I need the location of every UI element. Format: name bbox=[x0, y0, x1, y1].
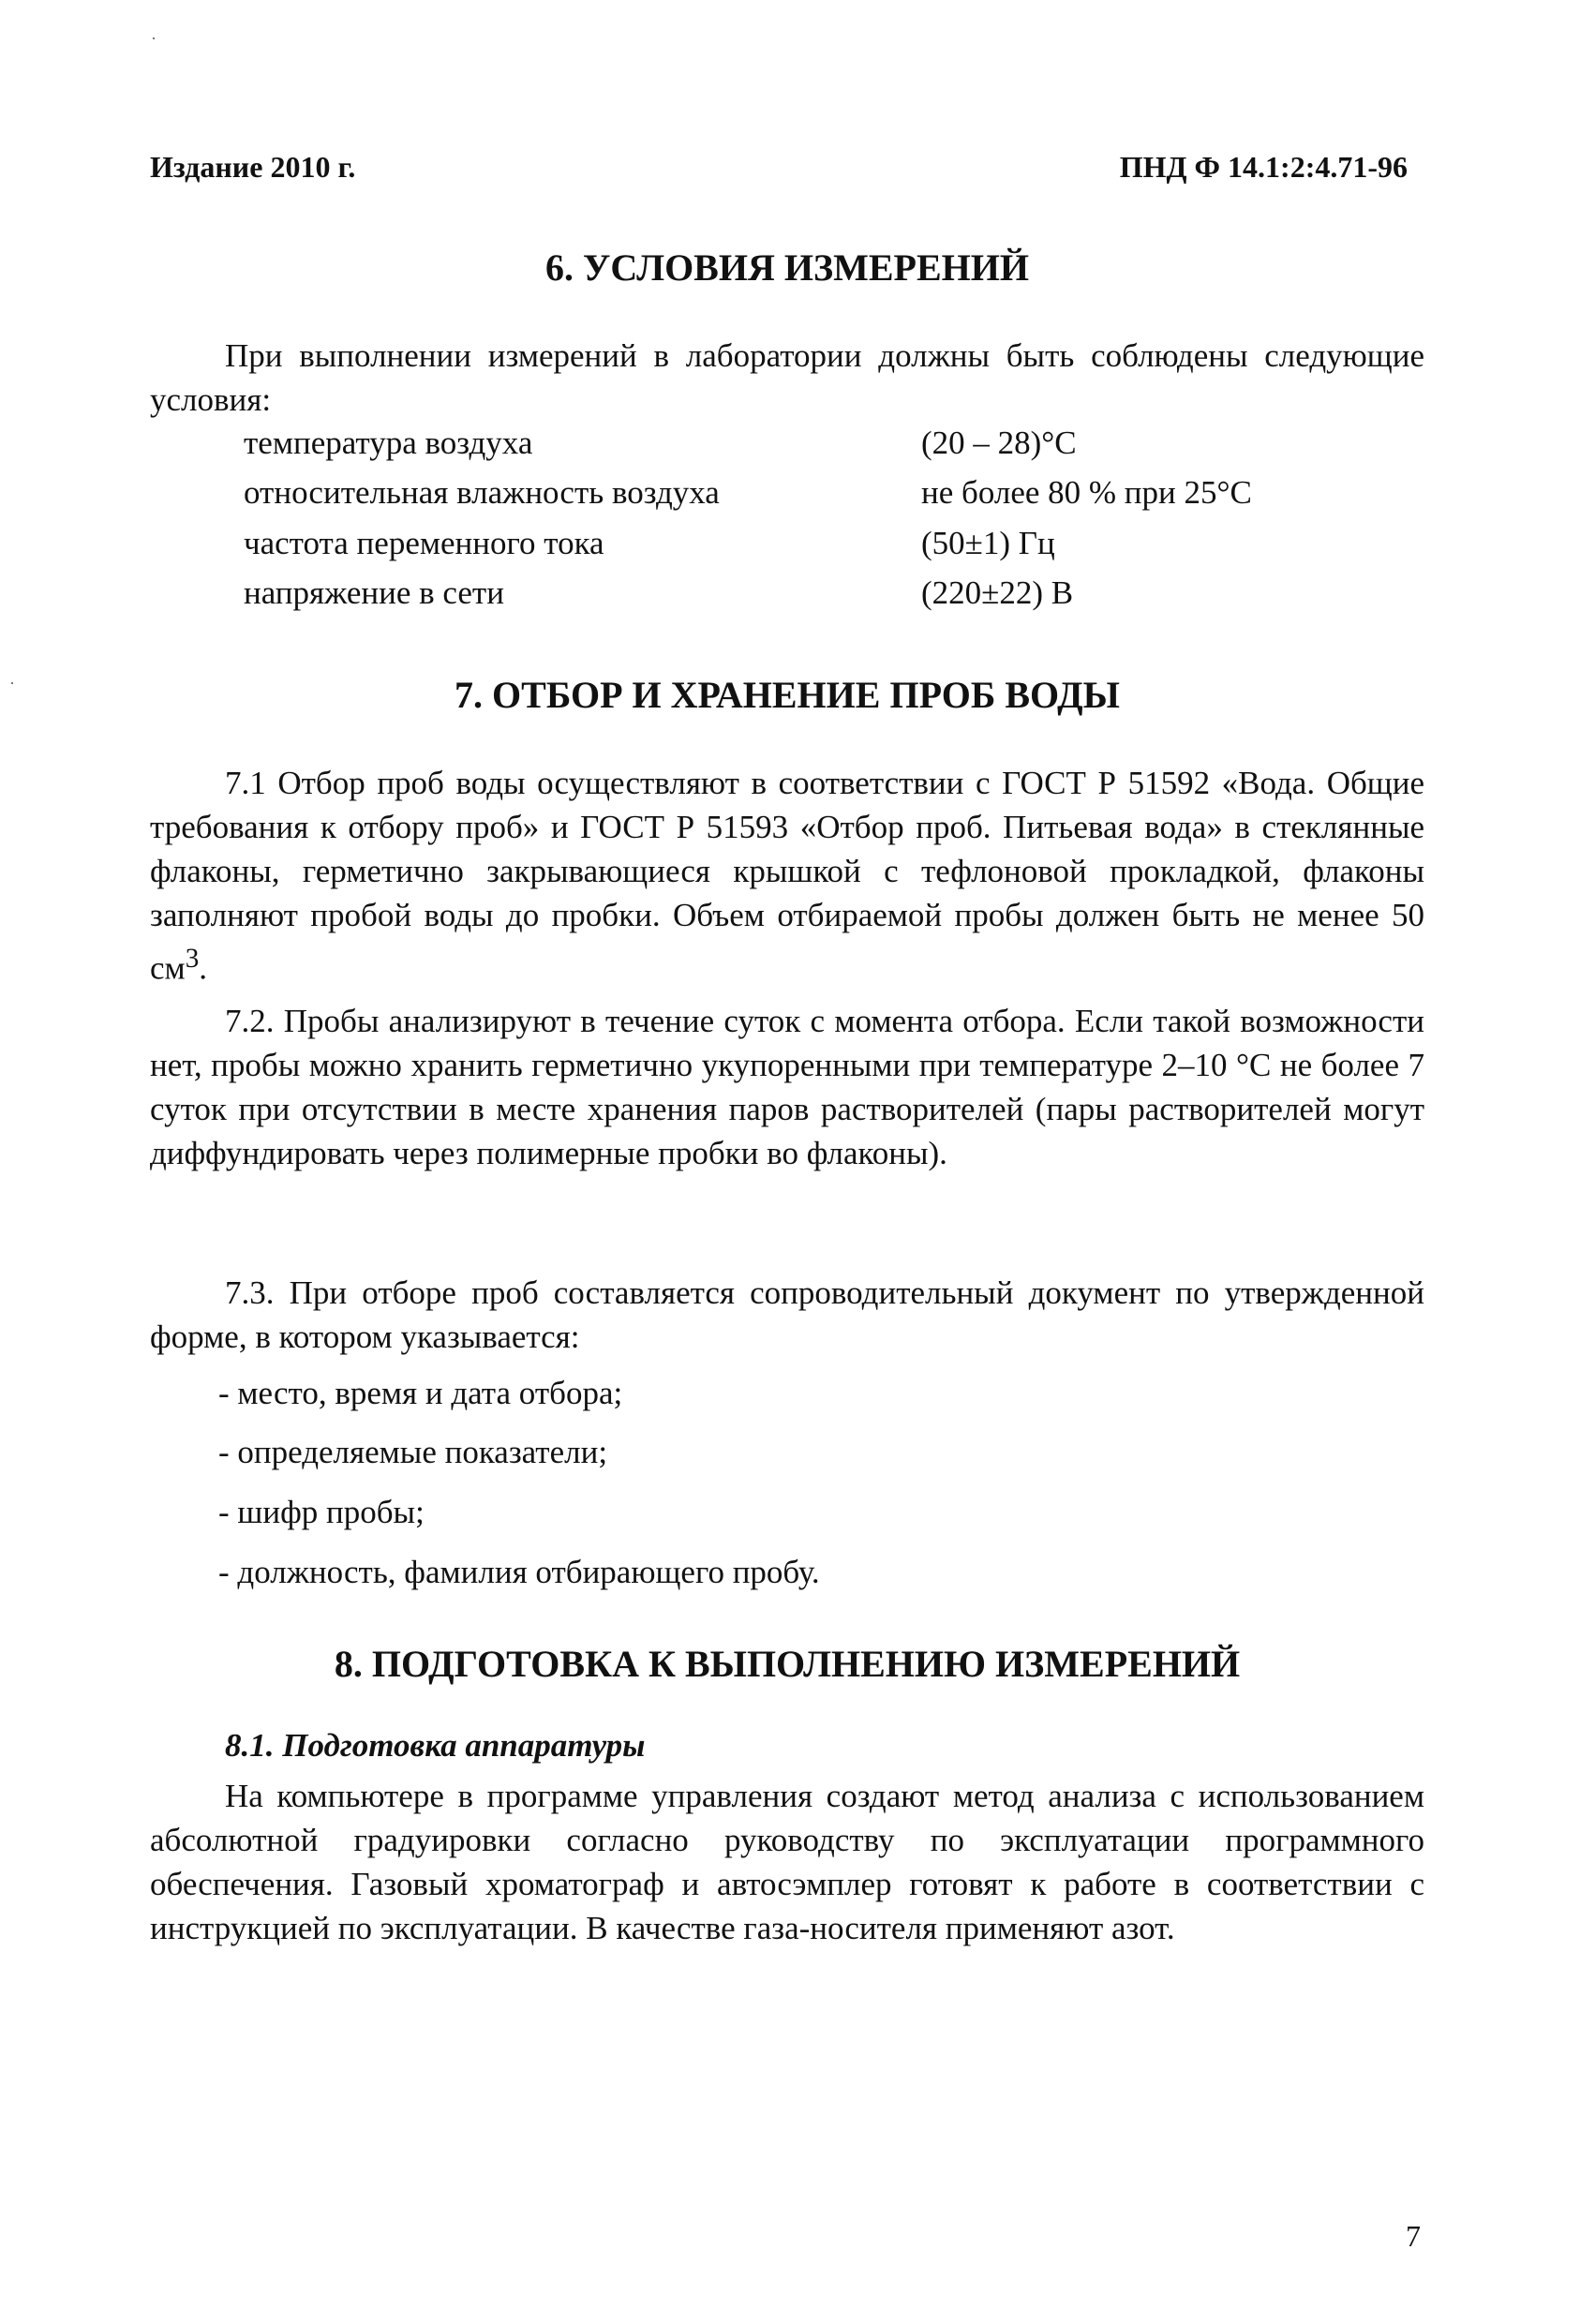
section-6-intro: При выполнении измерений в лаборатории должны быть соблюдены следующие условия: bbox=[150, 337, 1424, 418]
condition-label: частота переменного тока bbox=[244, 525, 604, 561]
list-item: - место, время и дата отбора; bbox=[218, 1375, 623, 1411]
condition-value: не более 80 % при 25°С bbox=[921, 474, 1252, 511]
subsection-8-1-title: 8.1. Подготовка аппаратуры bbox=[225, 1727, 646, 1764]
section-6-title: 6. УСЛОВИЯ ИЗМЕРЕНИЙ bbox=[545, 246, 1029, 289]
section-8-title: 8. ПОДГОТОВКА К ВЫПОЛНЕНИЮ ИЗМЕРЕНИЙ bbox=[334, 1643, 1241, 1685]
paragraph-7-1-end: . bbox=[199, 949, 208, 987]
condition-value: (220±22) В bbox=[921, 574, 1074, 611]
paragraph-7-1-text: 7.1 Отбор проб воды осуществляют в соответствии с ГОСТ Р 51592 «Вода. Общие требования к отбору проб» и ГОСТ Р 51593 «Отбор проб. Питьевая вода» в стеклянные флаконы, герметично закрывающиеся крышкой с тефлоновой прокладкой, флаконы заполняют пробой воды до пробки. Объем отбираемой пробы должен быть не менее 50 см bbox=[150, 765, 1424, 987]
paragraph-8-1: На компьютере в программе управления создают метод анализа с использованием абсолютной градуировки согласно руководству по эксплуатации программного обеспечения. Газовый хроматограф и автосэмплер готовят к работе в соответствии с инструкцией по эксплуатации. В качестве газа-носителя применяют азот. bbox=[150, 1778, 1424, 1946]
condition-value: (20 – 28)°С bbox=[921, 425, 1077, 461]
paragraph-7-2: 7.2. Пробы анализируют в течение суток с момента отбора. Если такой возможности нет, пробы можно хранить герметично укупоренными при температуре 2–10 °С не более 7 суток при отсутствии в месте хранения паров растворителей (пары растворителей могут диффундировать через полимерные пробки во флаконы). bbox=[150, 1003, 1424, 1171]
list-item: - определяемые показатели; bbox=[218, 1434, 608, 1470]
condition-label: температура воздуха bbox=[244, 425, 533, 461]
condition-label: относительная влажность воздуха bbox=[244, 474, 720, 511]
list-item: - шифр пробы; bbox=[218, 1494, 425, 1530]
condition-value: (50±1) Гц bbox=[921, 525, 1055, 561]
scan-speck bbox=[153, 37, 155, 39]
page-number: 7 bbox=[1406, 2219, 1421, 2253]
section-7-title: 7. ОТБОР И ХРАНЕНИЕ ПРОБ ВОДЫ bbox=[455, 674, 1120, 716]
condition-label: напряжение в сети bbox=[244, 574, 504, 611]
cubic-superscript: 3 bbox=[185, 944, 200, 974]
paragraph-7-1 bbox=[150, 761, 1424, 991]
list-item: - должность, фамилия отбирающего пробу. bbox=[218, 1554, 820, 1590]
edition-label: Издание 2010 г. bbox=[150, 150, 356, 184]
scan-speck bbox=[11, 682, 13, 684]
paragraph-7-3: 7.3. При отборе проб составляется сопроводительный документ по утвержденной форме, в котором указывается: bbox=[150, 1274, 1424, 1355]
document-code: ПНД Ф 14.1:2:4.71-96 bbox=[1119, 150, 1408, 184]
